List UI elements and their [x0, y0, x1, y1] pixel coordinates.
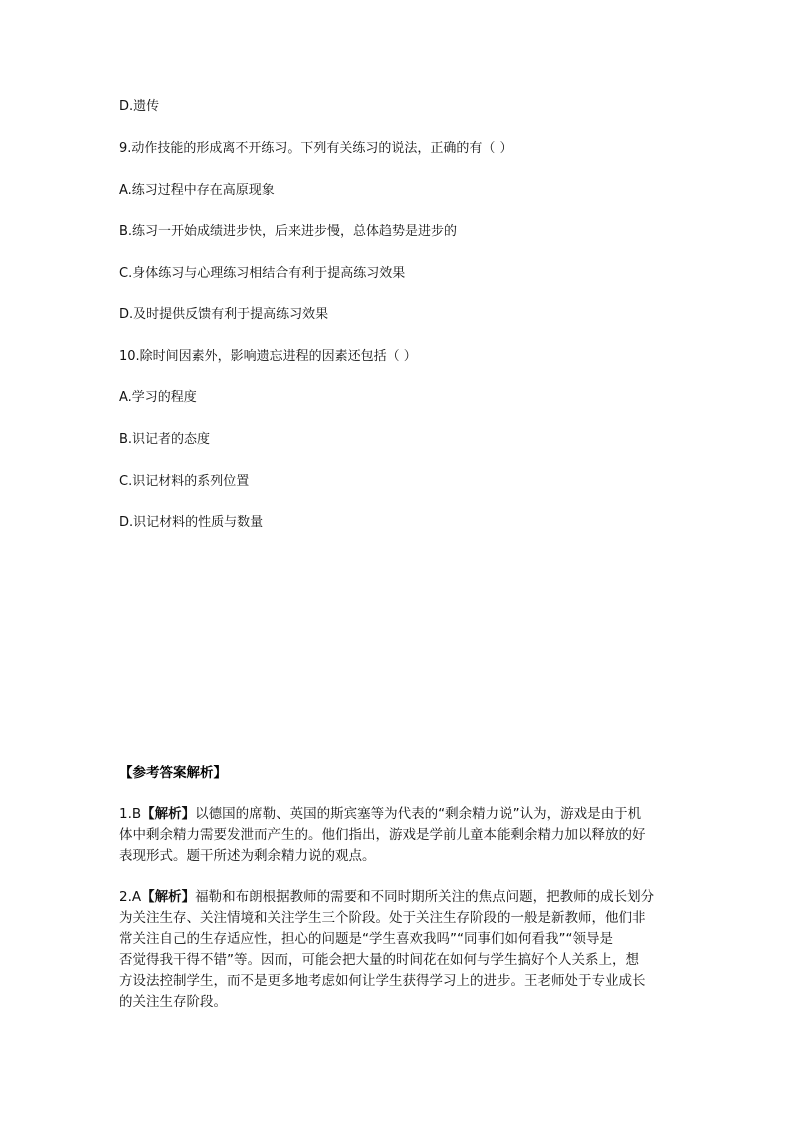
question-10: 10.除时间因素外，影响遗忘进程的因素还包括（ ） — [119, 349, 417, 364]
question-9-option-d: D.及时提供反馈有利于提高练习效果 — [119, 307, 329, 322]
answer-2-line-6: 的关注生存阶段。 — [119, 994, 227, 1010]
question-9: 9.动作技能的形成离不开练习。下列有关练习的说法，正确的有（ ） — [119, 141, 513, 156]
question-10-option-b: B.识记者的态度 — [119, 432, 211, 447]
answer-2-line-4: 否觉得我干得不错”等。因而，可能会把大量的时间花在如何与学生搞好个人关系上，想 — [119, 952, 639, 968]
answer-1-text: 以德国的席勒、英国的斯宾塞等为代表的“剩余精力说”认为，游戏是由于机 — [195, 806, 642, 822]
answer-1-line-1 — [119, 804, 679, 825]
question-10-option-c: C.识记材料的系列位置 — [119, 474, 250, 489]
question-9-option-b: B.练习一开始成绩进步快，后来进步慢，总体趋势是进步的 — [119, 224, 458, 239]
answer-1-line-3: 表现形式。题干所述为剩余精力说的观点。 — [119, 848, 376, 864]
answer-1 — [119, 804, 679, 867]
answer-2-line-3: 常关注自己的生存适应性，担心的问题是“学生喜欢我吗”“同事们如何看我”“领导是 — [119, 931, 613, 947]
answer-1-number: 1.B — [119, 806, 142, 822]
answer-2-number: 2.A — [119, 889, 142, 905]
question-9-option-c: C.身体练习与心理练习相结合有利于提高练习效果 — [119, 266, 406, 281]
answer-1-tag: 【解析】 — [141, 806, 196, 822]
question-9-option-a: A.练习过程中存在高原现象 — [119, 183, 275, 198]
answer-1-line-2: 体中剩余精力需要发泄而产生的。他们指出，游戏是学前儿童本能剩余精力加以释放的好 — [119, 827, 646, 843]
answer-2-line-1 — [119, 887, 679, 908]
answer-2-line-2: 为关注生存、关注情境和关注学生三个阶段。处于关注生存阶段的一般是新教师，他们非 — [119, 910, 646, 926]
answer-2-tag: 【解析】 — [141, 889, 196, 905]
answer-2-text: 福勒和布朗根据教师的需要和不同时期所关注的焦点问题，把教师的成长划分 — [195, 889, 655, 905]
option-d-heredity: D.遗传 — [119, 99, 160, 114]
answer-section-heading: 【参考答案解析】 — [119, 765, 227, 781]
question-10-option-d: D.识记材料的性质与数量 — [119, 515, 264, 530]
answer-2-line-5: 方设法控制学生，而不是更多地考虑如何让学生获得学习上的进步。王老师处于专业成长 — [119, 973, 646, 989]
question-10-option-a: A.学习的程度 — [119, 390, 197, 405]
answer-2 — [119, 887, 679, 1013]
